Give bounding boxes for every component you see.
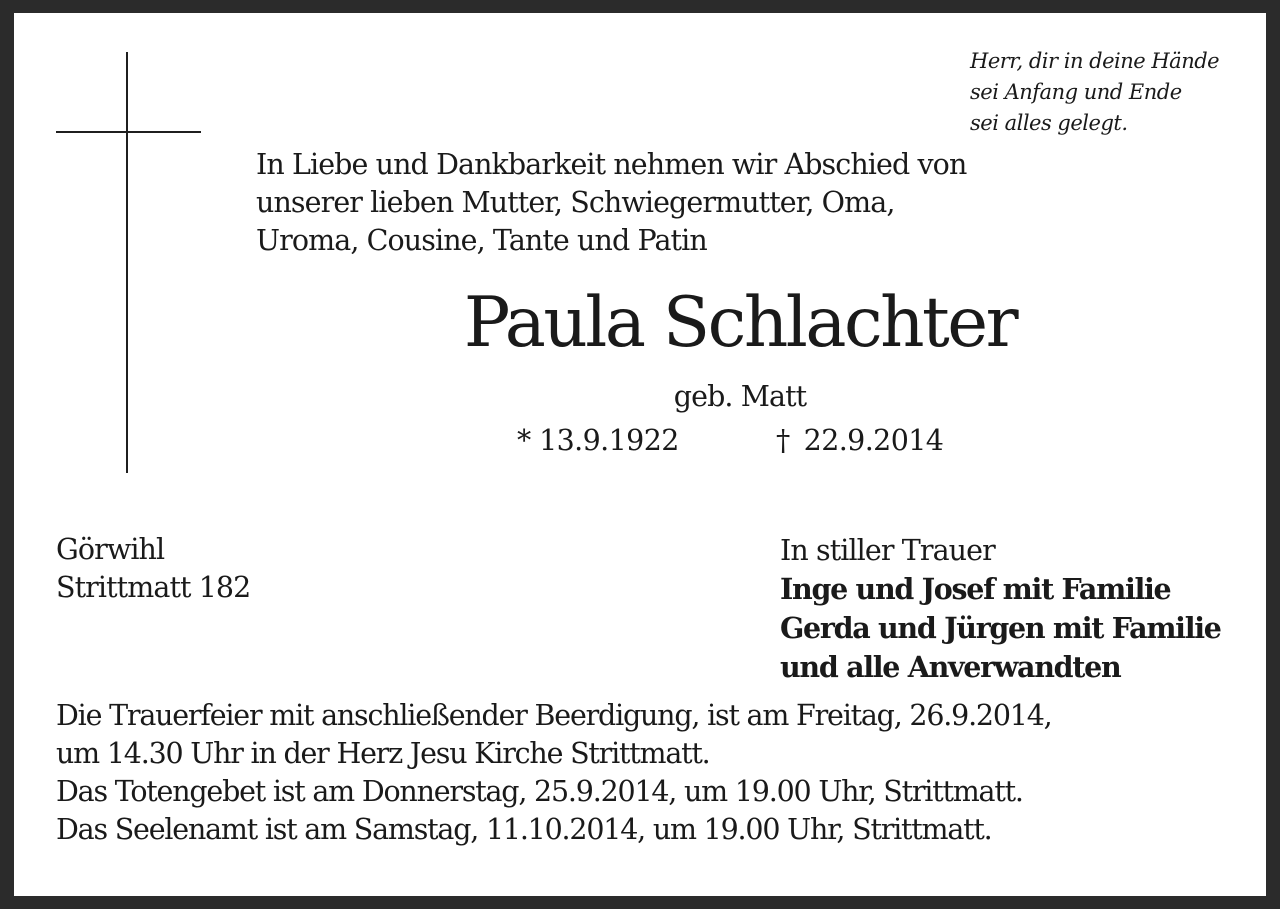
motto-line: sei Anfang und Ende bbox=[970, 80, 1182, 104]
death-date-group bbox=[776, 422, 943, 460]
motto-line: Herr, dir in deine Hände bbox=[970, 49, 1220, 73]
birth-date: * 13.9.1922 bbox=[517, 424, 679, 457]
service-details bbox=[56, 697, 1052, 849]
dagger-icon: † bbox=[776, 424, 790, 457]
intro-line: unserer lieben Mutter, Schwiegermutter, Oma, bbox=[256, 186, 895, 219]
intro-text bbox=[256, 146, 966, 260]
mourner-name: Gerda und Jürgen mit Familie bbox=[780, 611, 1221, 645]
mourner-name: Inge und Josef mit Familie bbox=[780, 572, 1171, 606]
mourners-heading: In stiller Trauer bbox=[780, 534, 995, 567]
service-line: Die Trauerfeier mit anschließender Beerdigung, ist am Freitag, 26.9.2014, bbox=[56, 699, 1052, 732]
maiden-name: geb. Matt bbox=[673, 380, 807, 413]
service-line: um 14.30 Uhr in der Herz Jesu Kirche Strittmatt. bbox=[56, 737, 710, 770]
address-block bbox=[56, 531, 250, 607]
address-line: Görwihl bbox=[56, 533, 165, 566]
death-date: 22.9.2014 bbox=[803, 424, 944, 457]
cross-horizontal-bar bbox=[56, 131, 201, 133]
motto-verse bbox=[970, 46, 1219, 139]
deceased-name: Paula Schlachter bbox=[463, 283, 1017, 363]
service-line: Das Seelenamt ist am Samstag, 11.10.2014, um 19.00 Uhr, Strittmatt. bbox=[56, 813, 992, 846]
address-line: Strittmatt 182 bbox=[56, 571, 251, 604]
mourner-name: und alle Anverwandten bbox=[780, 650, 1121, 684]
intro-line: In Liebe und Dankbarkeit nehmen wir Abschied von bbox=[256, 148, 967, 181]
mourners-block bbox=[780, 531, 1221, 687]
intro-line: Uroma, Cousine, Tante und Patin bbox=[256, 224, 707, 257]
motto-line: sei alles gelegt. bbox=[970, 111, 1128, 135]
service-line: Das Totengebet ist am Donnerstag, 25.9.2014, um 19.00 Uhr, Strittmatt. bbox=[56, 775, 1023, 808]
